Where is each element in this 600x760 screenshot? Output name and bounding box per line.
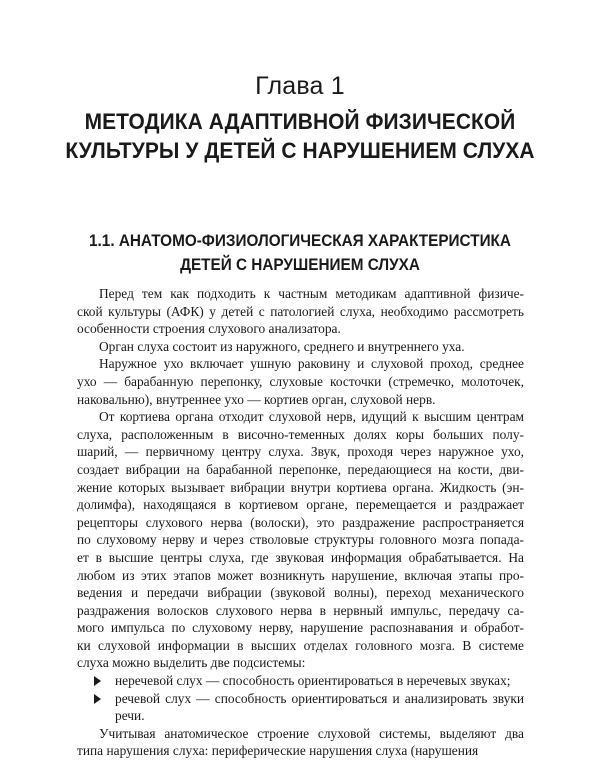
text-line: рецепторы слухового нерва (волоски), это раздражение распространяется	[77, 514, 524, 530]
text-line: раздражения волосков слухового нерва в нервный импульс, передачу са-	[77, 602, 524, 618]
text-line: типа нарушения слуха: периферические нарушения слуха (нарушения	[77, 743, 479, 759]
bullet-item	[77, 672, 524, 690]
text-line: слуха, расположенным в височно-теменных долях коры больших полу-	[77, 426, 524, 442]
text-line: слуха можно выделить две подсистемы:	[77, 655, 306, 671]
section-title-line: 1.1. АНАТОМО-ФИЗИОЛОГИЧЕСКАЯ ХАРАКТЕРИСТИКА	[89, 231, 511, 250]
text-line: Наружное ухо включает ушную раковину и слуховой проход, среднее	[99, 356, 524, 372]
text-line: любом из этих этапов может возникнуть нарушение, включая этапы про-	[77, 567, 524, 583]
triangle-bullet-icon	[94, 676, 101, 686]
chapter-title-line: КУЛЬТУРЫ У ДЕТЕЙ С НАРУШЕНИЕМ СЛУХА	[65, 138, 535, 163]
text-line: ведения и передачи вибрации (звуковой волны), переход механического	[77, 585, 524, 601]
text-line: наковальню), внутреннее ухо — кортиев орган, слуховой нерв.	[77, 391, 436, 407]
chapter-label: Глава 1	[255, 72, 345, 100]
bullet-item	[77, 690, 524, 725]
paragraph	[77, 285, 524, 338]
text-line: Учитывая анатомическое строение слуховой системы, выделяют два	[99, 725, 524, 741]
text-line: ухо — барабанную перепонку, слуховые косточки (стремечко, молоточек,	[77, 373, 524, 389]
paragraph	[77, 338, 524, 356]
triangle-bullet-icon	[94, 694, 101, 704]
text-line: Орган слуха состоит из наружного, среднего и внутреннего уха.	[99, 338, 465, 354]
section-title	[30, 229, 570, 277]
paragraph	[77, 408, 524, 672]
text-line: долимфа), находящаяся в кортиевом органе, перемещается и раздражает	[77, 497, 524, 513]
text-line: речи.	[115, 708, 145, 724]
chapter-title-line: МЕТОДИКА АДАПТИВНОЙ ФИЗИЧЕСКОЙ	[84, 109, 516, 134]
chapter-title	[21, 107, 579, 165]
text-line: создает вибрации на барабанной перепонке, передающиеся на кости, дви-	[77, 461, 524, 477]
text-line: шарий, — первичному центру слуха. Звук, проходя через наружное ухо,	[77, 444, 524, 460]
text-line: речевой слух — способность ориентироваться и анализировать звуки	[115, 690, 524, 706]
paragraph	[77, 725, 524, 760]
section-title-line: ДЕТЕЙ С НАРУШЕНИЕМ СЛУХА	[180, 255, 420, 274]
text-line: ет в высшие центры слуха, где звуковая информация обрабатывается. На	[77, 549, 524, 565]
body-text	[77, 285, 524, 760]
text-line: От кортиева органа отходит слуховой нерв, идущий к высшим центрам	[99, 409, 524, 425]
text-line: особенности строения слухового анализатора.	[77, 321, 341, 337]
text-line: мого импульса по слуховому нерву, нарушение распознавания и обработ-	[77, 620, 524, 636]
paragraph	[77, 355, 524, 408]
text-line: по слуховому нерву и через стволовые структуры головного мозга попада-	[77, 532, 524, 548]
text-line: Перед тем как подходить к частным методикам адаптивной физиче-	[99, 286, 524, 301]
text-line: ской культуры (АФК) у детей с патологией слуха, необходимо рассмотреть	[77, 303, 524, 319]
text-line: ки слуховой информации в высших отделах головного мозга. В системе	[77, 637, 524, 653]
bullet-list	[77, 672, 524, 725]
text-line: неречевой слух — способность ориентироваться в неречевых звуках;	[115, 673, 511, 689]
text-line: жение которых вызывает вибрации внутри кортиева органа. Жидкость (эн-	[77, 479, 524, 495]
